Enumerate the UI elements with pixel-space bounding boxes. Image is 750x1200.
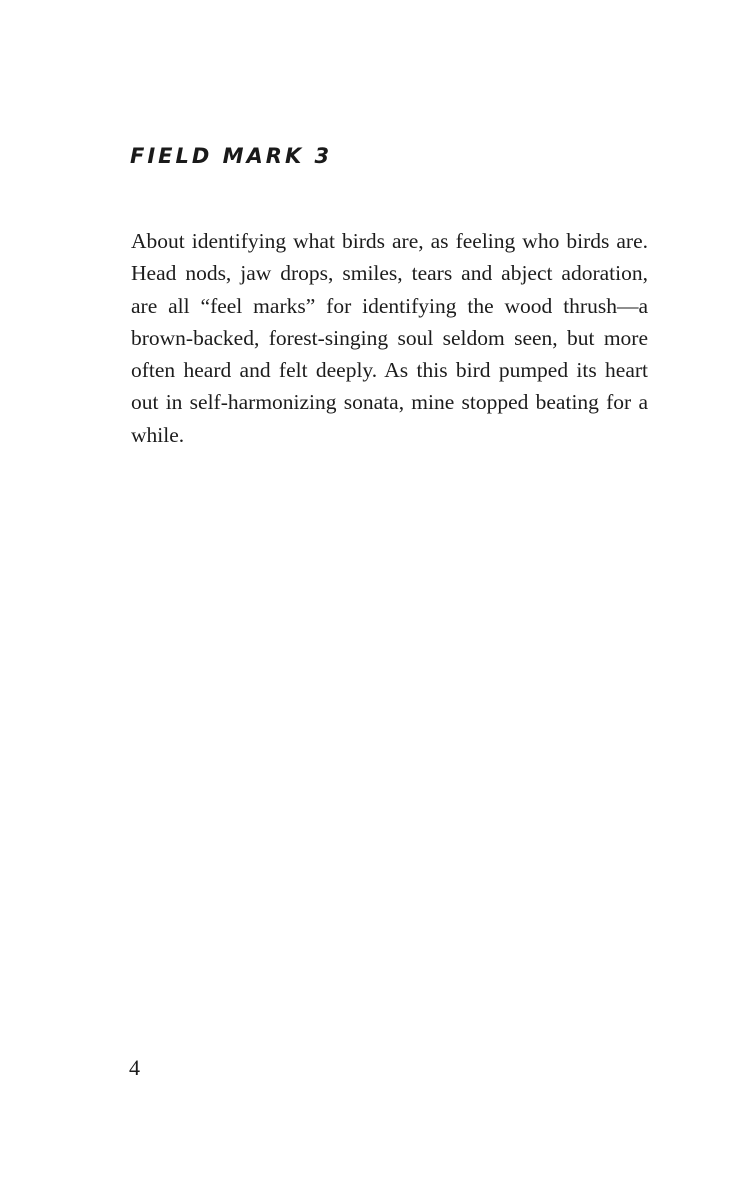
body-paragraph: About identifying what birds are, as feeling who birds are. Head nods, jaw drops, smiles, tears and abject adoration, are all “feel marks” for identifying the wood thrush—a brown-backed, forest-singing soul seldom seen, but more often heard and felt deeply. As this bird pumped its heart out in self-harmonizing sonata, mine stopped beating for a while. [131, 229, 648, 447]
chapter-heading: FIELD MARK 3 [130, 144, 333, 168]
page-number: 4 [129, 1055, 140, 1080]
